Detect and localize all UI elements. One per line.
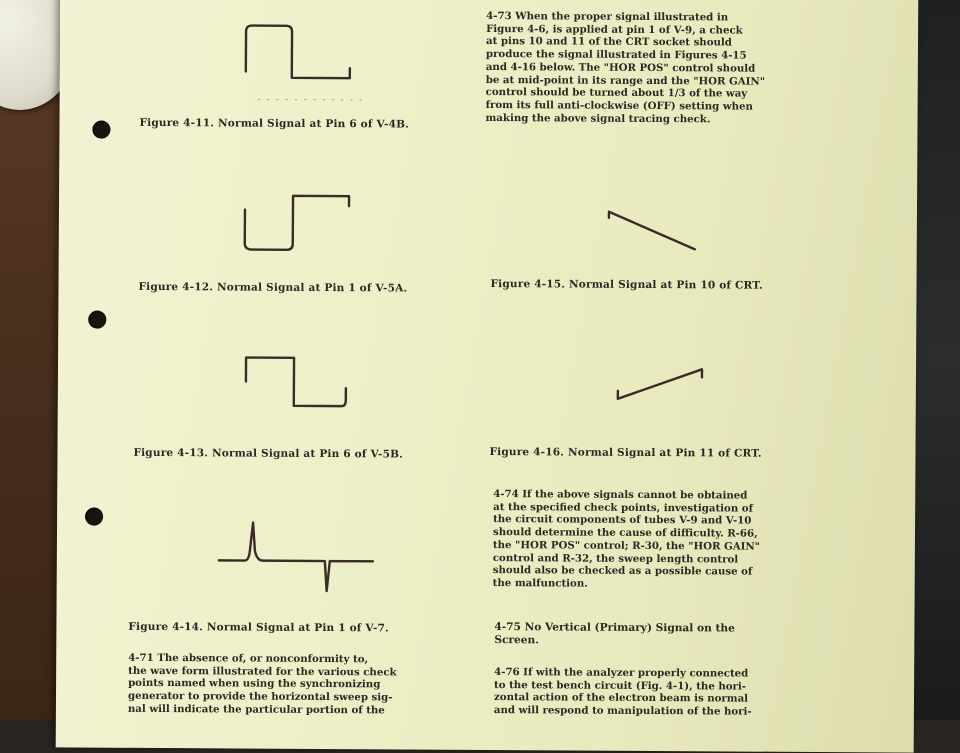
- figure-4-14-waveform: [217, 520, 377, 599]
- paragraph-line: Figure 4-6, is applied at pin 1 of V-9, a check: [486, 22, 743, 37]
- paragraph-line: 4-76 If with the analyzer properly connected: [494, 666, 749, 680]
- paragraph-line: the wave form illustrated for the various check: [128, 664, 397, 679]
- figure-4-13-waveform: [242, 354, 350, 415]
- figure-4-15-waveform: [603, 206, 703, 253]
- section-4-75-heading: [494, 621, 735, 648]
- figure-4-14-caption: Figure 4-14. Normal Signal at Pin 1 of V-7.: [128, 620, 389, 635]
- paragraph-4-76: [494, 666, 830, 719]
- figure-4-11-waveform: [242, 23, 354, 84]
- paragraph-line: nal will indicate the particular portion of the: [127, 702, 385, 717]
- paragraph-line: 4-74 If the above signals cannot be obtained: [493, 488, 748, 502]
- figure-4-12-caption: Figure 4-12. Normal Signal at Pin 1 of V-5A.: [138, 280, 408, 295]
- figure-4-11-baseline-dots: - - - - - - - - - - - -: [257, 94, 365, 105]
- manual-page: [56, 0, 919, 753]
- paragraph-line: and 4-16 below. The "HOR POS" control should: [485, 60, 756, 75]
- paragraph-line: control should be turned about 1/3 of the way: [485, 86, 748, 100]
- paragraph-line: 4-71 The absence of, or nonconformity to,: [128, 651, 369, 666]
- paragraph-line: should also be checked as a possible cause of: [492, 564, 753, 578]
- figure-4-15-caption: Figure 4-15. Normal Signal at Pin 10 of CRT.: [490, 278, 763, 292]
- paragraph-line: zontal action of the electron beam is normal: [493, 691, 749, 706]
- binder-hole-top: [92, 121, 110, 139]
- paragraph-line: at pins 10 and 11 of the CRT socket should: [485, 35, 732, 49]
- paragraph-line: produce the signal illustrated in Figures 4-15: [485, 48, 747, 62]
- paragraph-line: should determine the cause of difficulty. R-66,: [492, 526, 758, 540]
- heading-line: Screen.: [494, 634, 539, 647]
- paragraph-4-74: [493, 488, 830, 592]
- figure-4-13-caption: Figure 4-13. Normal Signal at Pin 6 of V-5B.: [133, 446, 404, 461]
- paragraph-line: and will respond to manipulation of the hori-: [493, 704, 752, 718]
- binder-hole-middle: [88, 311, 106, 329]
- figure-4-12-waveform: [241, 193, 353, 256]
- figure-4-16-caption: Figure 4-16. Normal Signal at Pin 11 of CRT.: [489, 446, 762, 460]
- paragraph-line: 4-73 When the proper signal illustrated in: [486, 9, 729, 24]
- figure-4-11-caption: Figure 4-11. Normal Signal at Pin 6 of V-4B.: [139, 116, 410, 131]
- paragraph-line: points named when using the synchronizing: [128, 677, 381, 691]
- paragraph-line: the malfunction.: [492, 576, 588, 590]
- paragraph-line: be at mid-point in its range and the "HOR GAIN": [485, 73, 766, 88]
- paragraph-line: control and R-32, the sweep length control: [492, 551, 739, 566]
- paragraph-4-71: [128, 652, 468, 718]
- paragraph-line: making the above signal tracing check.: [485, 111, 711, 125]
- paragraph-line: the "HOR POS" control; R-30, the "HOR GAIN": [492, 538, 761, 553]
- figure-4-16-waveform: [614, 363, 710, 408]
- paragraph-4-73: [486, 10, 805, 126]
- heading-line: 4-75 No Vertical (Primary) Signal on the: [494, 621, 735, 635]
- paragraph-line: at the specified check points, investigation of: [493, 500, 754, 515]
- paragraph-line: from its full anti-clockwise (OFF) setting when: [485, 98, 753, 113]
- binder-hole-bottom: [85, 508, 103, 526]
- paragraph-line: generator to provide the horizontal sweep sig-: [127, 689, 393, 704]
- paragraph-line: the circuit components of tubes V-9 and V-10: [493, 513, 752, 528]
- paragraph-line: to the test bench circuit (Fig. 4-1), the hori-: [494, 678, 747, 693]
